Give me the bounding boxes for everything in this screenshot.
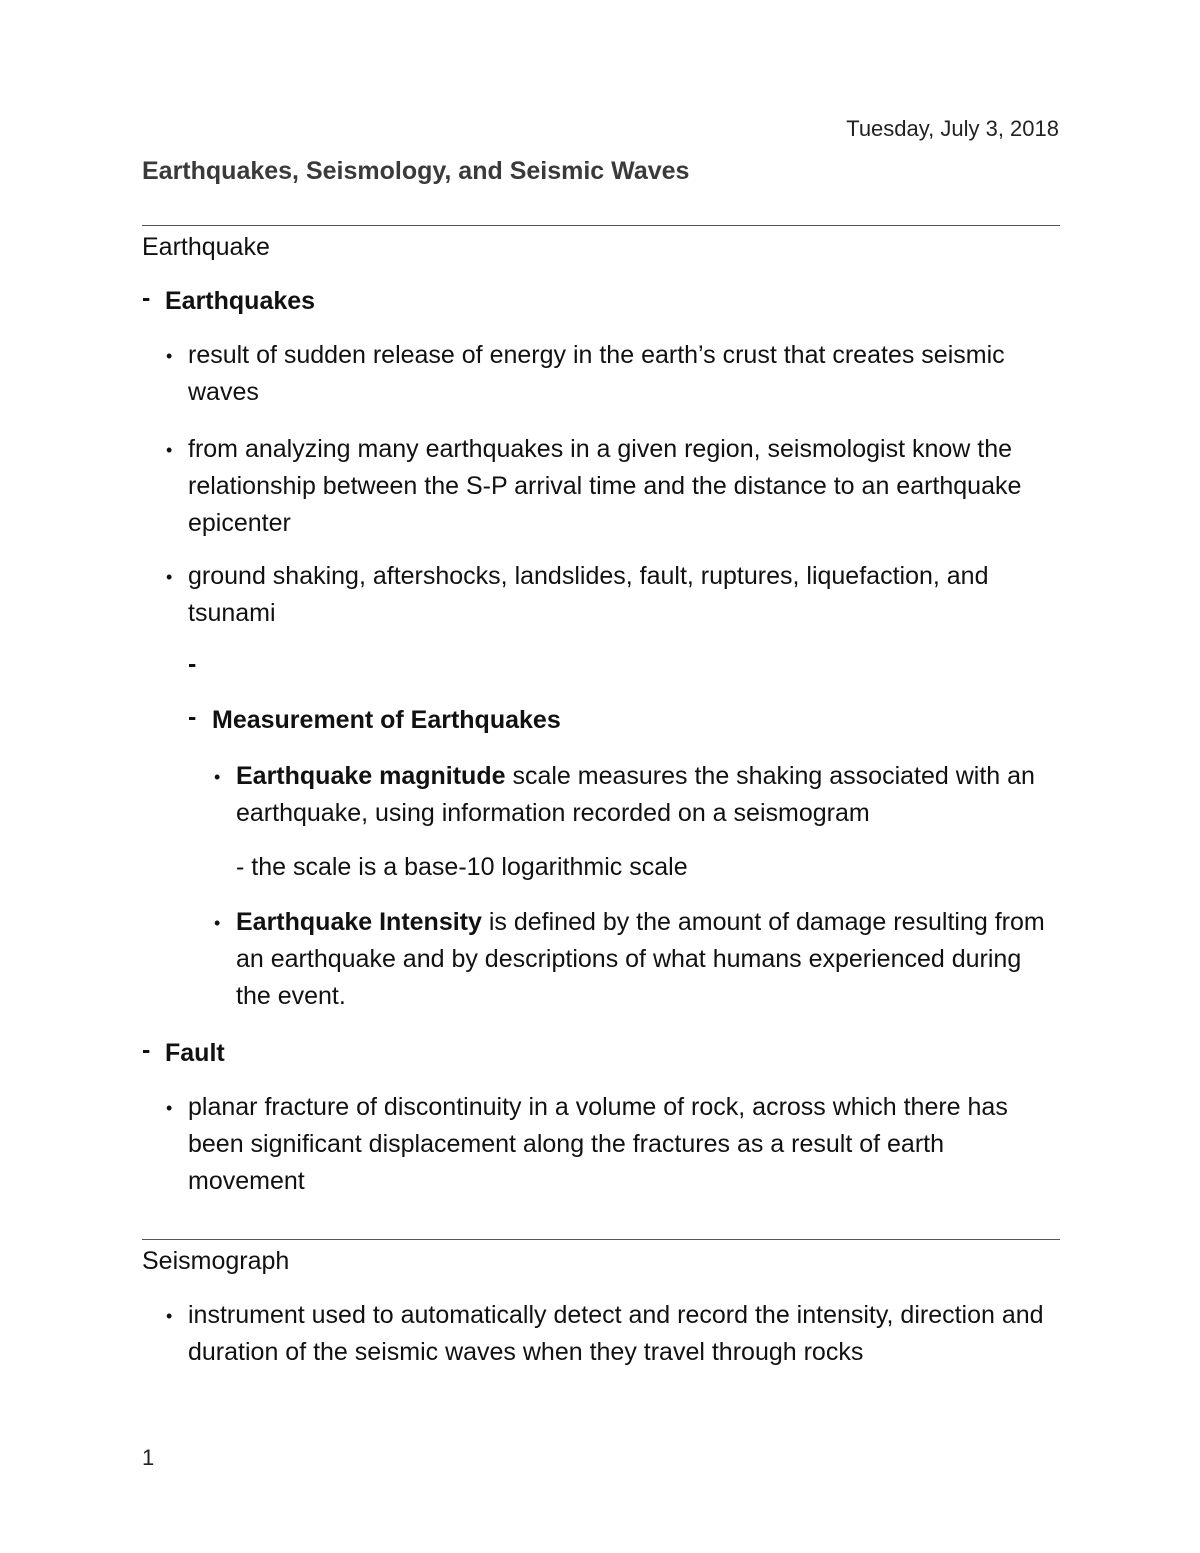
bullet-item: result of sudden release of energy in the earth’s crust that creates seismic waves — [188, 341, 1005, 406]
intensity-item — [236, 904, 1056, 1015]
dash-marker: - — [142, 1036, 151, 1064]
dash-marker: - — [188, 703, 197, 731]
bullet-item: planar fracture of discontinuity in a volume of rock, across which there has been significant displacement along the fractures as a result of earth movement — [188, 1093, 1008, 1195]
bullet-item: from analyzing many earthquakes in a given region, seismologist know the relationship between the S-P arrival time and the distance to an earthquake epicenter — [188, 435, 1022, 537]
bullet-marker: • — [166, 1306, 173, 1326]
document-title: Earthquakes, Seismology, and Seismic Waves — [142, 157, 690, 185]
dash-marker: - — [142, 284, 151, 312]
bullet-marker: • — [214, 913, 221, 933]
term-intensity: Earthquake Intensity — [236, 908, 482, 936]
section-heading-seismograph: Seismograph — [142, 1247, 290, 1275]
bullet-marker: • — [166, 440, 173, 460]
section-divider — [142, 1239, 1060, 1240]
empty-dash-marker: - — [188, 650, 197, 678]
bullet-item: instrument used to automatically detect and record the intensity, direction and duration of the seismic waves when they travel through rocks — [188, 1301, 1044, 1366]
subheading-measurement: Measurement of Earthquakes — [212, 706, 561, 734]
bullet-item: ground shaking, aftershocks, landslides, fault, ruptures, liquefaction, and tsunami — [188, 562, 989, 627]
bullet-marker: • — [166, 1098, 173, 1118]
term-magnitude: Earthquake magnitude — [236, 762, 506, 790]
section-heading-earthquake: Earthquake — [142, 233, 270, 261]
section-divider — [142, 225, 1060, 226]
intensity-description: is defined by the amount of damage resulting from an earthquake and by descriptions of what humans experienced during the event. — [236, 908, 1045, 1010]
page-number: 1 — [142, 1445, 155, 1470]
magnitude-item — [236, 758, 1056, 832]
subheading-earthquakes: Earthquakes — [165, 287, 316, 315]
bullet-marker: • — [214, 767, 221, 787]
subheading-fault: Fault — [165, 1039, 225, 1067]
document-date: Tuesday, July 3, 2018 — [846, 116, 1059, 141]
bullet-marker: • — [166, 567, 173, 587]
bullet-marker: • — [166, 346, 173, 366]
magnitude-description: scale measures the shaking associated with an earthquake, using information recorded on a seismogram — [236, 762, 1035, 827]
magnitude-sub-note: - the scale is a base-10 logarithmic scale — [236, 853, 688, 881]
